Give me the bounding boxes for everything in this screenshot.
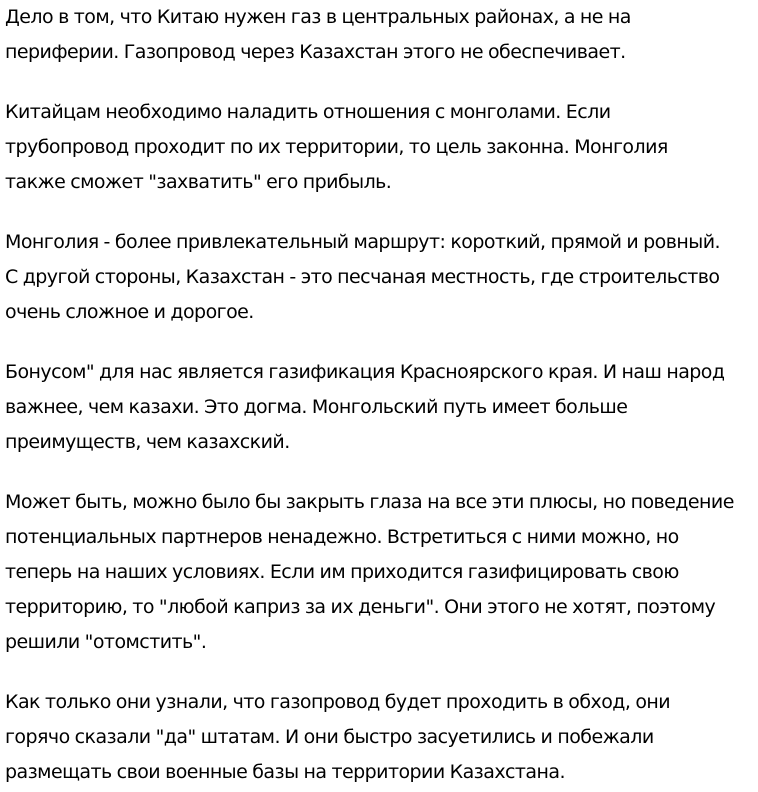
text-line: преимуществ, чем казахский. — [5, 431, 290, 453]
text-line: трубопровод проходит по их территории, то цель законна. Монголия — [5, 136, 668, 158]
text-line: Может быть, можно было бы закрыть глаза на все эти плюсы, но поведение — [5, 491, 734, 513]
text-line: Как только они узнали, что газопровод будет проходить в обход, они — [5, 691, 671, 713]
paragraph-1 — [5, 0, 758, 70]
text-line: размещать свои военные базы на территории Казахстана. — [5, 761, 565, 783]
text-line: Дело в том, что Китаю нужен газ в центральных районах, а не на — [5, 6, 631, 28]
text-line: С другой стороны, Казахстан - это песчаная местность, где строительство — [5, 266, 720, 288]
text-line: решили "отомстить". — [5, 631, 207, 653]
text-line: Китайцам необходимо наладить отношения с монголами. Если — [5, 101, 611, 123]
paragraph-2 — [5, 95, 758, 200]
paragraph-6 — [5, 685, 758, 790]
text-line: важнее, чем казахи. Это догма. Монгольский путь имеет больше — [5, 396, 628, 418]
text-line: Бонусом" для нас является газификация Красноярского края. И наш народ — [5, 361, 725, 383]
text-line: периферии. Газопровод через Казахстан этого не обеспечивает. — [5, 41, 626, 63]
text-line: потенциальных партнеров ненадежно. Встретиться с ними можно, но — [5, 526, 679, 548]
text-line: также сможет "захватить" его прибыль. — [5, 171, 392, 193]
paragraph-4 — [5, 355, 758, 460]
paragraph-3 — [5, 225, 758, 330]
text-line: теперь на наших условиях. Если им приходится газифицировать свою — [5, 561, 679, 583]
text-line: очень сложное и дорогое. — [5, 301, 254, 323]
paragraph-5 — [5, 485, 758, 660]
text-line: Монголия - более привлекательный маршрут: короткий, прямой и ровный. — [5, 231, 720, 253]
text-line: горячо сказали "да" штатам. И они быстро засуетились и побежали — [5, 726, 654, 748]
text-line: территорию, то "любой каприз за их деньги". Они этого не хотят, поэтому — [5, 596, 716, 618]
